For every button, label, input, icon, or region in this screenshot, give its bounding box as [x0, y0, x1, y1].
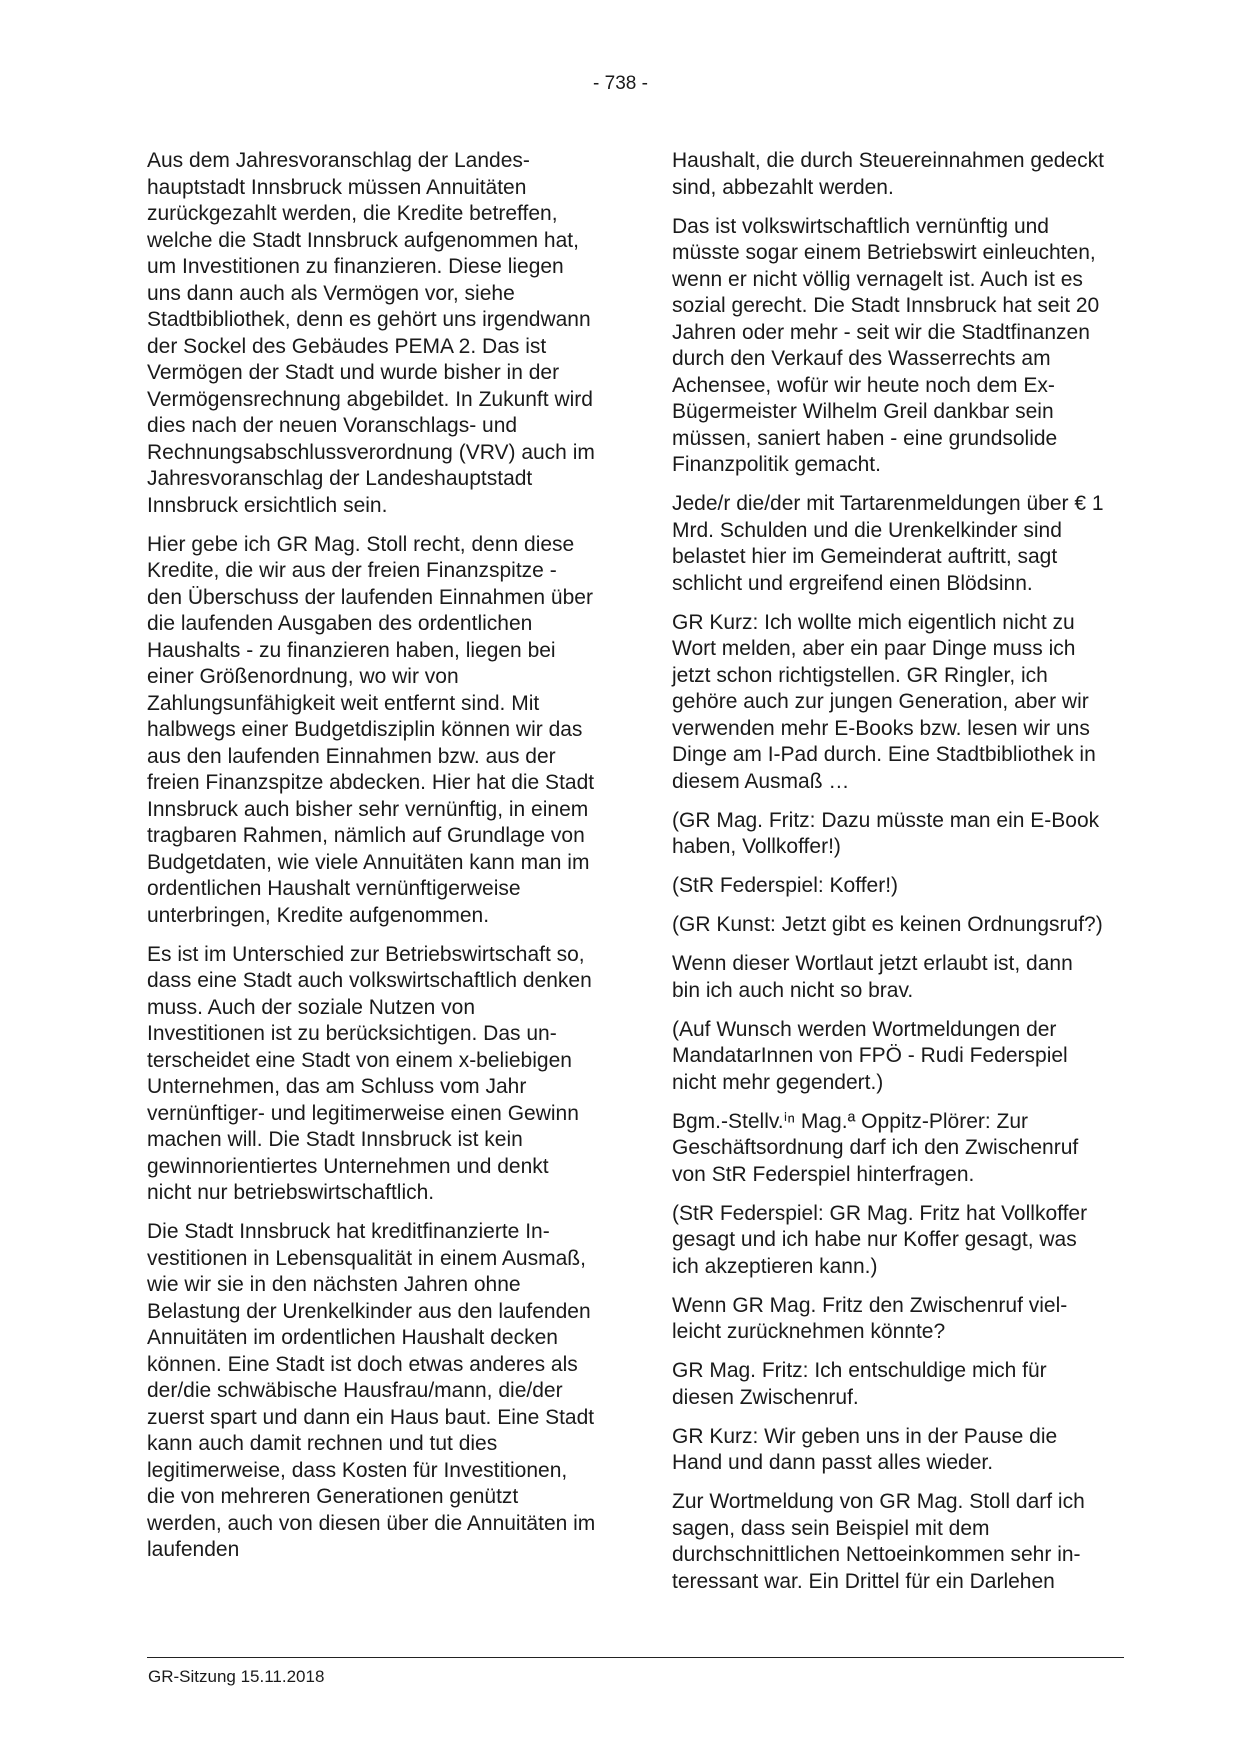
- paragraph: Hier gebe ich GR Mag. Stoll recht, denn diese Kredite, die wir aus der freien Finanzspitze - den Überschuss der laufenden Einnahmen über die laufenden Ausgaben des ordentlichen Haushalts - zu finanzieren haben, liegen bei einer Größenordnung, wo wir von Zahlungsunfähigkeit weit entfernt sind. Mit halbwegs einer Budgetdisziplin können wir das aus den laufenden Einnahmen bzw. aus der freien Finanzspitze abdecken. Hier hat die Stadt Innsbruck auch bisher sehr vernünftig, in einem tragbaren Rahmen, nämlich auf Grundlage von Budgetdaten, wie viele Annuitäten kann man im ordentlichen Haushalt vernünftigerweise unterbringen, Kredite aufgenommen.: [147, 532, 595, 927]
- paragraph: (Auf Wunsch werden Wortmeldungen der MandatarInnen von FPÖ - Rudi Federspiel nicht mehr gegendert.): [672, 1017, 1068, 1094]
- paragraph: Wenn dieser Wortlaut jetzt erlaubt ist, dann bin ich auch nicht so brav.: [672, 952, 1073, 1002]
- paragraph: Wenn GR Mag. Fritz den Zwischenruf vielleicht zurücknehmen könnte?: [672, 1293, 1068, 1343]
- paragraph: (GR Mag. Fritz: Dazu müsste man ein E-Book haben, Vollkoffer!): [672, 808, 1100, 858]
- paragraph: Aus dem Jahresvoranschlag der Landeshauptstadt Innsbruck müssen Annuitäten zurückgezahlt werden, die Kredite betreffen, welche die Stadt Innsbruck aufgenommen hat, um Investitionen zu finanzieren. Diese liegen uns dann auch als Vermögen vor, siehe Stadtbibliothek, denn es gehört uns irgendwann der Sockel des Gebäudes PEMA 2. Das ist Vermögen der Stadt und wurde bisher in der Vermögensrechnung abgebildet. In Zukunft wird dies nach der neuen Voranschlags- und Rechnungsabschlussverordnung (VRV) auch im Jahresvoranschlag der Landeshauptstadt Innsbruck ersichtlich sein.: [147, 149, 595, 517]
- footer-divider: [147, 1657, 1124, 1658]
- footer-session-date: GR-Sitzung 15.11.2018: [148, 1667, 325, 1686]
- page-number: - 738 -: [593, 73, 648, 94]
- paragraph: Die Stadt Innsbruck hat kreditfinanzierte Investitionen in Lebensqualität in einem Ausmaß, wie wir sie in den nächsten Jahren ohne Belastung der Urenkelkinder aus den laufenden Annuitäten im ordentlichen Haushalt decken können. Eine Stadt ist doch etwas anderes als der/die schwäbische Hausfrau/mann, die/der zuerst spart und dann ein Haus baut. Eine Stadt kann auch damit rechnen und tut dies legitimerweise, dass Kosten für Investitionen, die von mehreren Generationen genützt werden, auch von diesen über die Annuitäten im laufenden: [147, 1220, 596, 1561]
- paragraph: (StR Federspiel: GR Mag. Fritz hat Vollkoffer gesagt und ich habe nur Koffer gesagt, was ich akzeptieren kann.): [672, 1201, 1088, 1278]
- paragraph: (GR Kunst: Jetzt gibt es keinen Ordnungsruf?): [672, 913, 1103, 936]
- paragraph: GR Kurz: Ich wollte mich eigentlich nicht zu Wort melden, aber ein paar Dinge muss ich jetzt schon richtigstellen. GR Ringler, ich gehöre auch zur jungen Generation, aber wir verwenden mehr E-Books bzw. lesen wir uns Dinge am I-Pad durch. Eine Stadtbibliothek in diesem Ausmaß …: [672, 610, 1096, 793]
- paragraph: Das ist volkswirtschaftlich vernünftig und müsste sogar einem Betriebswirt einleuchten, wenn er nicht völlig vernagelt ist. Auch ist es sozial gerecht. Die Stadt Innsbruck hat seit 20 Jahren oder mehr - seit wir die Stadtfinanzen durch den Verkauf des Wasserrechts am Achensee, wofür wir heute noch dem Ex-Bügermeister Wilhelm Greil dankbar sein müssen, saniert haben - eine grundsolide Finanzpolitik gemacht.: [672, 214, 1100, 476]
- paragraph: GR Kurz: Wir geben uns in der Pause die Hand und dann passt alles wieder.: [672, 1424, 1058, 1474]
- paragraph: (StR Federspiel: Koffer!): [672, 874, 899, 897]
- paragraph: Haushalt, die durch Steuereinnahmen gedeckt sind, abbezahlt werden.: [672, 149, 1104, 199]
- paragraph: Zur Wortmeldung von GR Mag. Stoll darf ich sagen, dass sein Beispiel mit dem durchschnittlichen Nettoeinkommen sehr interessant war. Ein Drittel für ein Darlehen: [672, 1490, 1085, 1593]
- right-column: [672, 148, 1104, 1608]
- paragraph: Bgm.-Stellv.ⁱⁿ Mag.ª Oppitz-Plörer: Zur Geschäftsordnung darf ich den Zwischenruf von StR Federspiel hinterfragen.: [672, 1109, 1079, 1186]
- paragraph: GR Mag. Fritz: Ich entschuldige mich für diesen Zwischenruf.: [672, 1359, 1047, 1409]
- paragraph: Es ist im Unterschied zur Betriebswirtschaft so, dass eine Stadt auch volkswirtschaftlich denken muss. Auch der soziale Nutzen von Investitionen ist zu berücksichtigen. Das unterscheidet eine Stadt von einem x-beliebigen Unternehmen, das am Schluss vom Jahr vernünftiger- und legitimerweise einen Gewinn machen will. Die Stadt Innsbruck ist kein gewinnorientiertes Unternehmen und denkt nicht nur betriebswirtschaftlich.: [147, 942, 592, 1204]
- left-column: [147, 148, 597, 1576]
- paragraph: Jede/r die/der mit Tartarenmeldungen über € 1 Mrd. Schulden und die Urenkelkinder sind belastet hier im Gemeinderat auftritt, sagt schlicht und ergreifend einen Blödsinn.: [672, 492, 1104, 595]
